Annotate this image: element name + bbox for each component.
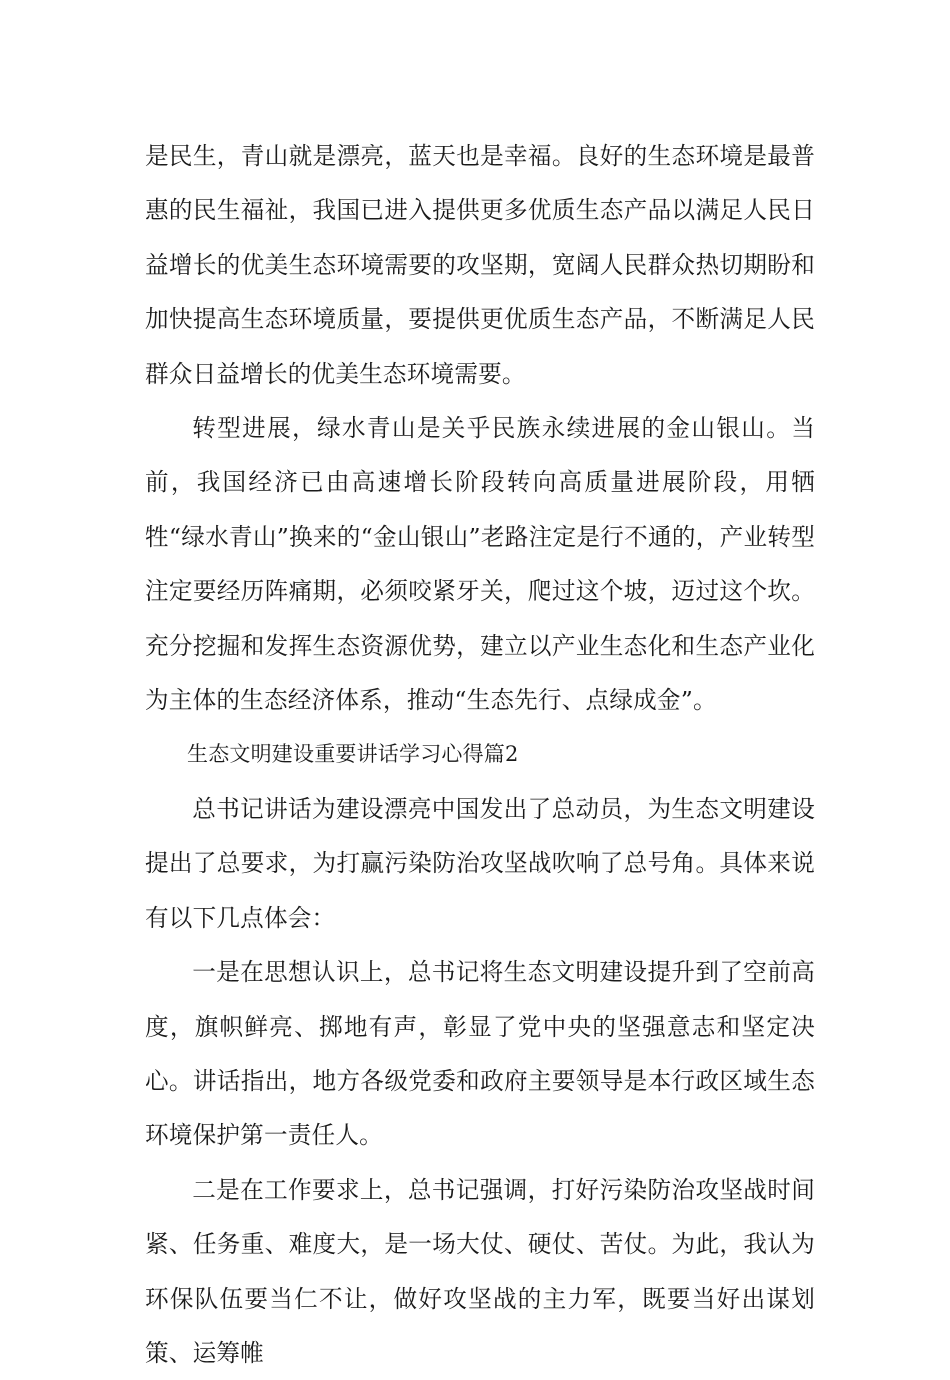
body-paragraph-3: 总书记讲话为建设漂亮中国发出了总动员，为生态文明建设提出了总要求，为打赢污染防治攻坚战吹响了总号角。具体来说有以下几点体会： — [145, 794, 815, 932]
body-paragraph-1: 是民生，青山就是漂亮，蓝天也是幸福。良好的生态环境是最普惠的民生福祉，我国已进入提供更多优质生态产品以满足人民日益增长的优美生态环境需要的攻坚期，宽阔人民群众热切期盼和加快提高生态环境质量，要提供更优质生态产品，不断满足人民群众日益增长的优美生态环境需要。 — [145, 142, 815, 388]
body-paragraph-5: 二是在工作要求上，总书记强调，打好污染防治攻坚战时间紧、任务重、难度大，是一场大仗、硬仗、苦仗。为此，我认为环保队伍要当仁不让，做好攻坚战的主力军，既要当好出谋划策、运筹帷 — [145, 1175, 815, 1367]
section-heading: 生态文明建设重要讲话学习心得篇2 — [187, 742, 519, 767]
body-paragraph-2: 转型进展，绿水青山是关乎民族永续进展的金山银山。当前，我国经济已由高速增长阶段转向高质量进展阶段，用牺牲“绿水青山”换来的“金山银山”老路注定是行不通的，产业转型注定要经历阵痛期，必须咬紧牙关，爬过这个坡，迈过这个坎。充分挖掘和发挥生态资源优势，建立以产业生态化和生态产业化为主体的生态经济体系，推动“生态先行、点绿成金”。 — [145, 414, 815, 715]
document-body — [145, 129, 815, 1380]
body-paragraph-4: 一是在思想认识上，总书记将生态文明建设提升到了空前高度，旗帜鲜亮、掷地有声，彰显了党中央的坚强意志和坚定决心。讲话指出，地方各级党委和政府主要领导是本行政区域生态环境保护第一责任人。 — [145, 958, 815, 1150]
